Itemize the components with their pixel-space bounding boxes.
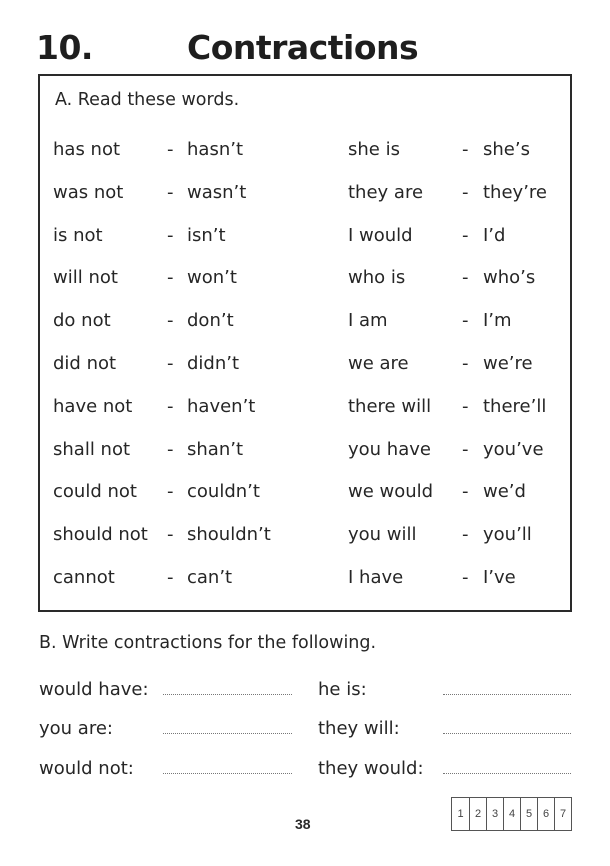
full-words: there will <box>348 395 432 417</box>
contraction-row <box>0 353 610 377</box>
full-words: I am <box>348 310 388 332</box>
full-words: shall not <box>53 438 131 460</box>
full-words: have not <box>53 395 133 417</box>
dash-separator: - <box>462 139 469 160</box>
dash-separator: - <box>462 524 469 546</box>
lesson-title: Contractions <box>187 28 419 67</box>
contraction-form: won’t <box>187 267 237 289</box>
page-number: 38 <box>295 816 311 832</box>
dash-separator: - <box>462 353 469 374</box>
answer-line[interactable] <box>443 694 571 695</box>
contraction-form: I’ve <box>483 567 516 588</box>
answer-line[interactable] <box>163 773 292 774</box>
full-words: should not <box>53 524 148 546</box>
contraction-form: couldn’t <box>187 481 260 503</box>
full-words: you have <box>348 438 431 460</box>
dash-separator: - <box>167 481 174 503</box>
contraction-row <box>0 310 610 334</box>
exercise-label: he is: <box>318 679 367 700</box>
dash-separator: - <box>167 438 174 460</box>
contraction-row <box>0 524 610 548</box>
dash-separator: - <box>167 524 174 546</box>
full-words: she is <box>348 139 400 160</box>
dash-separator: - <box>462 224 469 246</box>
exercise-label: would not: <box>39 758 134 779</box>
full-words: is not <box>53 224 103 246</box>
contraction-form: who’s <box>483 267 536 289</box>
full-words: I would <box>348 224 413 246</box>
full-words: was not <box>53 181 124 203</box>
contraction-form: we’re <box>483 353 533 374</box>
full-words: I have <box>348 567 404 588</box>
full-words: will not <box>53 267 118 289</box>
full-words: we would <box>348 481 434 503</box>
section-a-heading: A. Read these words. <box>55 90 240 110</box>
level-box: 6 <box>537 798 554 830</box>
contraction-form: wasn’t <box>187 181 247 203</box>
dash-separator: - <box>167 395 174 417</box>
level-box: 2 <box>469 798 486 830</box>
answer-line[interactable] <box>443 773 571 774</box>
exercise-label: they would: <box>318 758 424 779</box>
contraction-form: I’d <box>483 224 506 246</box>
dash-separator: - <box>167 310 174 332</box>
full-words: do not <box>53 310 111 332</box>
contraction-form: she’s <box>483 139 530 160</box>
answer-line[interactable] <box>163 733 292 734</box>
answer-line[interactable] <box>163 694 292 695</box>
dash-separator: - <box>167 567 174 588</box>
contraction-row <box>0 481 610 505</box>
dash-separator: - <box>167 139 174 160</box>
contraction-form: haven’t <box>187 395 256 417</box>
contraction-row <box>0 225 610 249</box>
exercise-label: you are: <box>39 718 113 739</box>
contraction-form: they’re <box>483 181 547 203</box>
dash-separator: - <box>167 181 174 203</box>
full-words: could not <box>53 481 137 503</box>
contraction-form: didn’t <box>187 353 240 374</box>
level-box: 3 <box>486 798 503 830</box>
contraction-row <box>0 267 610 291</box>
dash-separator: - <box>462 395 469 417</box>
answer-line[interactable] <box>443 733 571 734</box>
contraction-form: you’ve <box>483 438 544 460</box>
contraction-row <box>0 396 610 420</box>
level-box: 1 <box>457 808 464 820</box>
full-words: cannot <box>53 567 115 588</box>
contraction-row <box>0 439 610 463</box>
dash-separator: - <box>462 181 469 203</box>
level-box: 7 <box>554 798 571 830</box>
level-indicator <box>451 797 572 831</box>
contraction-form: shan’t <box>187 438 244 460</box>
contraction-form: hasn’t <box>187 139 244 160</box>
exercise-label: they will: <box>318 718 400 739</box>
section-b-heading: B. Write contractions for the following. <box>39 633 377 653</box>
full-words: they are <box>348 181 424 203</box>
contraction-form: shouldn’t <box>187 524 271 546</box>
contraction-row <box>0 139 610 163</box>
exercise-label: would have: <box>39 679 149 700</box>
contraction-row <box>0 182 610 206</box>
dash-separator: - <box>462 481 469 503</box>
dash-separator: - <box>462 310 469 332</box>
contraction-form: can’t <box>187 567 233 588</box>
dash-separator: - <box>167 267 174 289</box>
contraction-form: I’m <box>483 310 512 332</box>
contraction-form: there’ll <box>483 395 547 417</box>
level-box: 4 <box>503 798 520 830</box>
full-words: you will <box>348 524 417 546</box>
dash-separator: - <box>167 353 174 374</box>
contraction-form: you’ll <box>483 524 532 546</box>
full-words: has not <box>53 139 121 160</box>
full-words: did not <box>53 353 117 374</box>
dash-separator: - <box>462 438 469 460</box>
contraction-form: don’t <box>187 310 234 332</box>
contraction-form: isn’t <box>187 224 226 246</box>
dash-separator: - <box>167 224 174 246</box>
full-words: we are <box>348 353 409 374</box>
contraction-row <box>0 567 610 591</box>
level-box: 5 <box>520 798 537 830</box>
full-words: who is <box>348 267 406 289</box>
dash-separator: - <box>462 267 469 289</box>
contraction-form: we’d <box>483 481 526 503</box>
dash-separator: - <box>462 567 469 588</box>
lesson-number: 10. <box>36 28 93 67</box>
